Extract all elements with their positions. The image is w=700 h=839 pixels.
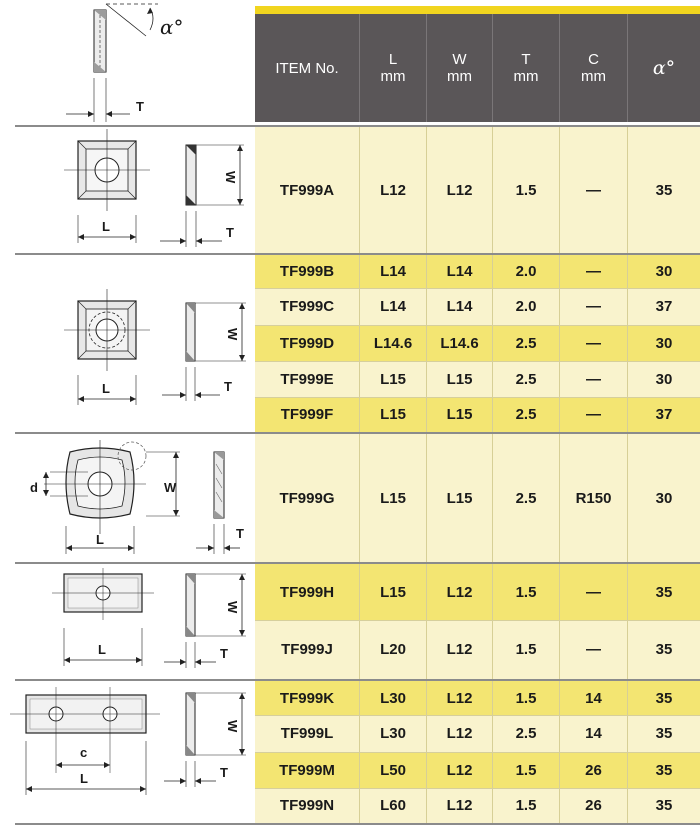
cell-item: TF999E	[255, 361, 360, 397]
header-item-label: ITEM No.	[275, 59, 339, 77]
cell-l: L15	[360, 434, 427, 562]
header-t-unit: mm	[513, 68, 539, 85]
row-divider	[255, 715, 700, 716]
cell-t: 1.5	[493, 681, 560, 715]
group-a-w-label: W	[223, 171, 238, 184]
cell-l: L14	[360, 255, 427, 288]
row-divider	[255, 325, 700, 326]
cell-w: L12	[427, 564, 493, 620]
cell-item: TF999M	[255, 752, 360, 788]
group-d-l-label: L	[98, 642, 106, 657]
table-row	[255, 288, 700, 325]
header-item-no	[255, 14, 360, 122]
angle-drawing	[0, 0, 255, 125]
drawing-tf999k-n	[0, 681, 255, 823]
cell-c: 26	[560, 752, 628, 788]
header-c-label: C	[588, 51, 599, 68]
cell-item: TF999A	[255, 127, 360, 253]
cell-c: 26	[560, 788, 628, 823]
cell-angle: 30	[655, 370, 673, 388]
row-divider	[255, 361, 700, 362]
cell-w: L14	[427, 288, 493, 325]
row-divider	[255, 620, 700, 621]
header-t	[493, 14, 560, 122]
header-w-label: W	[452, 51, 467, 68]
table-row	[255, 715, 700, 752]
cell-l: L12	[360, 127, 427, 253]
cell-w: L12	[427, 788, 493, 823]
header-c-unit: mm	[581, 68, 606, 85]
header-l	[360, 14, 427, 122]
cell-t: 1.5	[493, 127, 560, 253]
table-row	[255, 681, 700, 715]
cell-t: 2.5	[493, 434, 560, 562]
cell-l: L15	[360, 397, 427, 432]
cell-angle: 30	[655, 334, 673, 352]
header-w	[427, 14, 493, 122]
group-e-c-label: c	[80, 745, 88, 760]
cell-angle: 35	[655, 641, 673, 658]
header-l-unit: mm	[380, 68, 406, 85]
row-divider	[255, 288, 700, 289]
cell-angle: 30	[655, 263, 673, 280]
cell-w: L14.6	[427, 325, 493, 361]
group-c-w-label: W	[164, 480, 177, 495]
table-row	[255, 325, 700, 361]
cell-angle: 37	[655, 298, 673, 315]
cell-w: L15	[427, 361, 493, 397]
header-w-unit: mm	[447, 68, 472, 85]
cell-c: —	[560, 288, 628, 325]
table-row	[255, 255, 700, 288]
group-a-t-label: T	[226, 225, 234, 240]
group-c-l-label: L	[96, 532, 104, 547]
header-t-dim-label: T	[136, 99, 144, 114]
cell-c: R150	[560, 434, 628, 562]
cell-item: TF999L	[255, 715, 360, 752]
group-c-d-label: d	[30, 480, 38, 495]
drawing-tf999a	[0, 127, 255, 253]
cell-l: L20	[360, 620, 427, 679]
row-divider	[255, 788, 700, 789]
cell-l: L14	[360, 288, 427, 325]
group-b-t-label: T	[224, 379, 232, 394]
cell-item: TF999H	[255, 564, 360, 620]
cell-item: TF999B	[255, 255, 360, 288]
cell-c: —	[560, 325, 628, 361]
table-row	[255, 564, 700, 620]
cell-t: 2.5	[493, 325, 560, 361]
row-divider	[255, 752, 700, 753]
group-d-t-label: T	[220, 646, 228, 661]
group-separator	[15, 823, 700, 825]
cell-c: 14	[560, 715, 628, 752]
cell-t: 2.0	[493, 288, 560, 325]
group-d-w-label: W	[225, 601, 240, 614]
header-accent-band	[255, 6, 700, 14]
drawing-tf999b-f	[0, 255, 255, 432]
cell-item: TF999K	[255, 681, 360, 715]
cell-l: L50	[360, 752, 427, 788]
cell-item: TF999J	[255, 620, 360, 679]
table-row	[255, 397, 700, 432]
header-angle	[628, 14, 700, 122]
cell-l: L15	[360, 361, 427, 397]
group-a-l-label: L	[102, 219, 110, 234]
group-e-w-label: W	[225, 720, 240, 733]
header-c	[560, 14, 628, 122]
cell-angle: 30	[655, 489, 673, 507]
cell-w: L15	[427, 434, 493, 562]
cell-w: L12	[427, 752, 493, 788]
table-header	[255, 14, 700, 122]
cell-w: L15	[427, 397, 493, 432]
cell-angle: 37	[655, 406, 673, 423]
cell-item: TF999C	[255, 288, 360, 325]
table-row	[255, 752, 700, 788]
group-c-t-label: T	[236, 526, 244, 541]
group-b-w-label: W	[225, 328, 240, 341]
cell-angle: 35	[655, 583, 673, 601]
cell-angle: 35	[655, 725, 673, 742]
table-row	[255, 434, 700, 562]
cell-t: 1.5	[493, 620, 560, 679]
cell-c: —	[560, 255, 628, 288]
drawing-tf999h-j	[0, 564, 255, 679]
angle-symbol-label: α°	[160, 15, 184, 39]
cell-c: —	[560, 361, 628, 397]
drawing-tf999g	[0, 434, 255, 562]
cell-l: L15	[360, 564, 427, 620]
group-e-l-label: L	[80, 771, 88, 786]
cell-t: 2.0	[493, 255, 560, 288]
cell-c: 14	[560, 681, 628, 715]
header-l-label: L	[388, 51, 398, 68]
cell-w: L14	[427, 255, 493, 288]
group-b-l-label: L	[102, 381, 110, 396]
row-divider	[255, 397, 700, 398]
cell-w: L12	[427, 127, 493, 253]
cell-item: TF999F	[255, 397, 360, 432]
cell-item: TF999G	[255, 434, 360, 562]
cell-item: TF999D	[255, 325, 360, 361]
cell-w: L12	[427, 681, 493, 715]
table-row	[255, 620, 700, 679]
cell-t: 1.5	[493, 788, 560, 823]
table-row	[255, 361, 700, 397]
cell-angle: 35	[655, 797, 673, 814]
cell-w: L12	[427, 715, 493, 752]
cell-angle: 35	[655, 181, 673, 199]
header-angle-label: α°	[652, 56, 676, 79]
cell-angle: 35	[655, 761, 673, 779]
header-t-label: T	[521, 51, 531, 68]
cell-t: 1.5	[493, 752, 560, 788]
cell-l: L60	[360, 788, 427, 823]
cell-c: —	[560, 564, 628, 620]
group-e-t-label: T	[220, 765, 228, 780]
cell-t: 2.5	[493, 361, 560, 397]
cell-angle: 35	[655, 689, 673, 707]
cell-item: TF999N	[255, 788, 360, 823]
table-row	[255, 788, 700, 823]
cell-t: 1.5	[493, 564, 560, 620]
cell-t: 2.5	[493, 715, 560, 752]
cell-c: —	[560, 620, 628, 679]
cell-l: L30	[360, 715, 427, 752]
cell-l: L30	[360, 681, 427, 715]
cell-c: —	[560, 127, 628, 253]
cell-t: 2.5	[493, 397, 560, 432]
cell-c: —	[560, 397, 628, 432]
cell-w: L12	[427, 620, 493, 679]
table-row	[255, 127, 700, 253]
cell-l: L14.6	[360, 325, 427, 361]
